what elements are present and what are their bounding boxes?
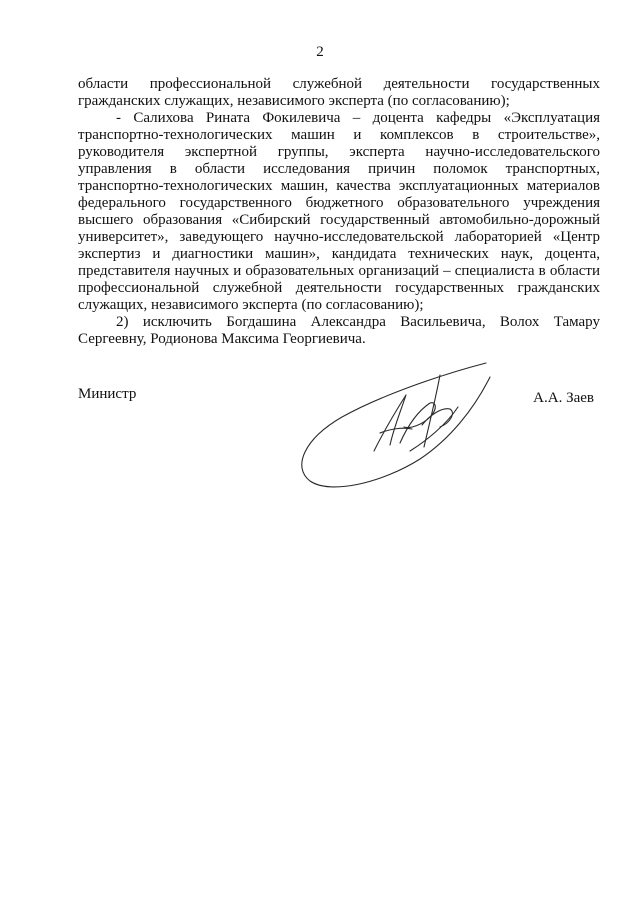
handwritten-signature	[290, 355, 500, 495]
page-number: 2	[316, 44, 324, 60]
document-body	[78, 76, 600, 348]
signer-name: А.А. Заев	[533, 390, 594, 406]
paragraph-continuation: области профессиональной служебной деятельности государственных гражданских служащих, независимого эксперта (по согласованию);	[78, 76, 600, 109]
paragraph-exclusion: 2) исключить Богдашина Александра Васильевича, Волох Тамару Сергеевну, Родионова Максима Георгиевича.	[78, 314, 600, 347]
signer-position: Министр	[78, 386, 137, 402]
paragraph-salikhov: - Салихова Рината Фокилевича – доцента кафедры «Эксплуатация транспортно-технологических машин и комплексов в строительстве», руководителя экспертной группы, эксперта научно-исследовательского управления в области исследования причин поломок транспортных, транспортно-технологических машин, качества эксплуатационных материалов федерального государственного бюджетного образовательного учреждения высшего образования «Сибирский государственный автомобильно-дорожный университет», заведующего научно-исследовательской лабораторией «Центр экспертиз и диагностики машин», кандидата технических наук, доцента, представителя научных и образовательных организаций – специалиста в области профессиональной служебной деятельности государственных гражданских служащих, независимого эксперта (по согласованию);	[78, 110, 600, 313]
